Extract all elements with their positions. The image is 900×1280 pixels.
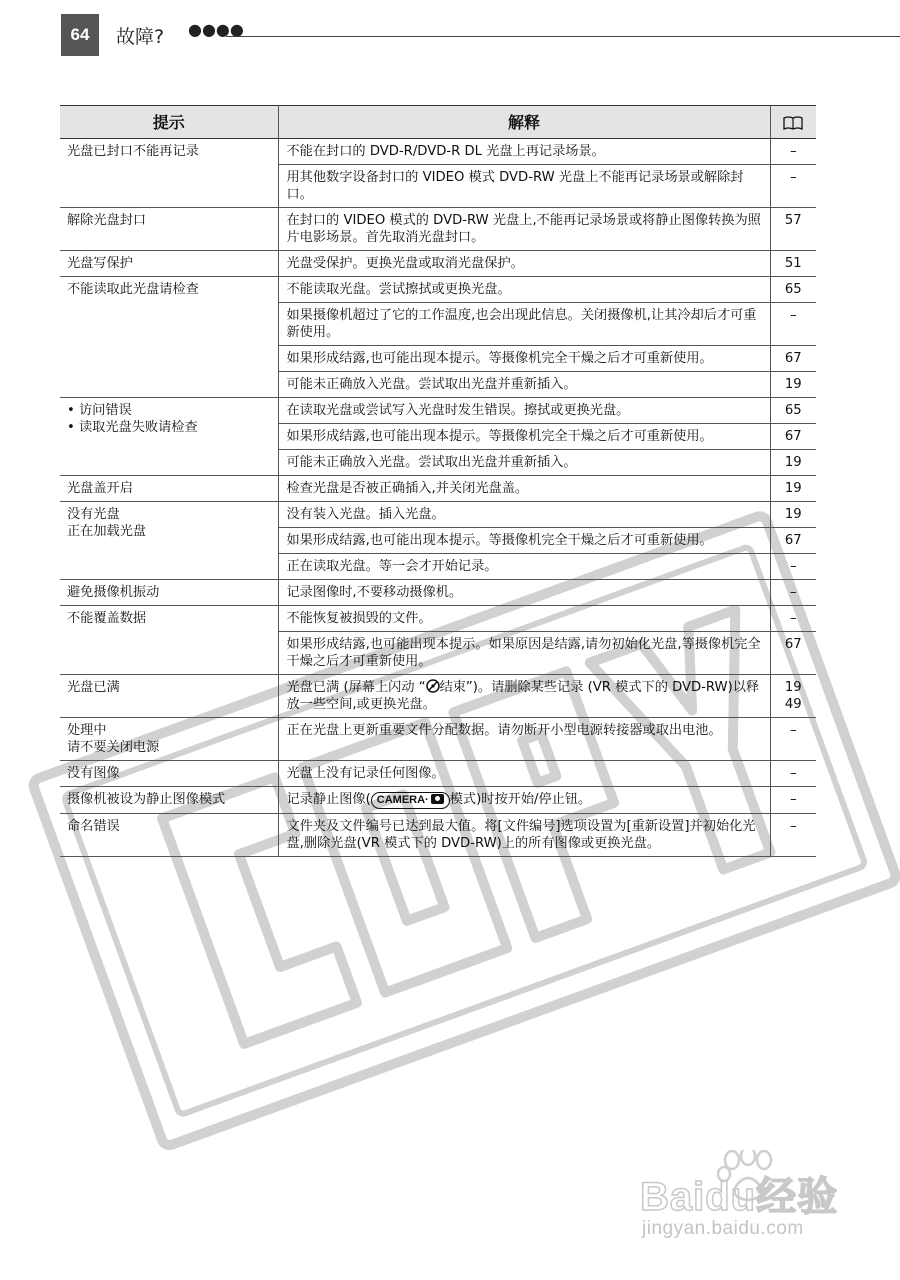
page-ref-cell: 65	[770, 277, 816, 303]
page-ref-cell: 67	[770, 528, 816, 554]
message-cell	[60, 277, 278, 398]
message-cell	[60, 606, 278, 675]
header-dots: ●●●●	[188, 20, 244, 39]
explanation-cell: 正在光盘上更新重要文件分配数据。请勿断开小型电源转接器或取出电池。	[278, 718, 770, 761]
page-ref-cell: –	[770, 761, 816, 787]
baidu-logo-text: Baidu经验	[640, 1175, 839, 1219]
table-header-row	[60, 106, 816, 139]
header-rule	[226, 36, 900, 37]
page-ref-cell: –	[770, 554, 816, 580]
message-cell	[60, 718, 278, 761]
page-number-badge: 64	[61, 14, 99, 56]
page-ref-cell: –	[770, 814, 816, 857]
explanation-cell: 可能未正确放入光盘。尝试取出光盘并重新插入。	[278, 450, 770, 476]
message-text: 避免摄像机振动	[67, 585, 160, 600]
explanation-cell: 检查光盘是否被正确插入,并关闭光盘盖。	[278, 476, 770, 502]
table-row	[60, 787, 816, 814]
explanation-cell: 正在读取光盘。等一会才开始记录。	[278, 554, 770, 580]
page-ref-cell: –	[770, 606, 816, 632]
page-ref-cell: –	[770, 139, 816, 165]
explanation-cell: 如果形成结露,也可能出现本提示。等摄像机完全干燥之后才可重新使用。	[278, 528, 770, 554]
message-text: 不能读取此光盘请检查	[67, 282, 199, 297]
page-ref-cell: 19	[770, 372, 816, 398]
page-ref-cell: 19	[770, 476, 816, 502]
troubleshooting-table	[60, 105, 816, 857]
camera-mode-badge	[371, 792, 450, 809]
table-row	[60, 814, 816, 857]
message-text: 请不要关闭电源	[67, 740, 160, 755]
message-text: 光盘已满	[67, 680, 120, 695]
message-text: • 读取光盘失败请检查	[67, 419, 272, 436]
message-text: • 访问错误	[67, 402, 272, 419]
explanation-cell: 如果摄像机超过了它的工作温度,也会出现此信息。关闭摄像机,让其冷却后才可重新使用。	[278, 303, 770, 346]
explanation-cell: 没有装入光盘。插入光盘。	[278, 502, 770, 528]
message-cell	[60, 787, 278, 814]
header-message: 提示	[60, 106, 278, 139]
explanation-cell: 在封口的 VIDEO 模式的 DVD-RW 光盘上,不能再记录场景或将静止图像转换为照片电影场景。首先取消光盘封口。	[278, 208, 770, 251]
book-icon	[783, 116, 803, 131]
explanation-cell: 文件夹及文件编号已达到最大值。将[文件编号]选项设置为[重新设置]并初始化光盘,删除光盘(VR 模式下的 DVD-RW)上的所有图像或更换光盘。	[278, 814, 770, 857]
header-explanation: 解释	[278, 106, 770, 139]
explanation-cell: 用其他数字设备封口的 VIDEO 模式 DVD-RW 光盘上不能再记录场景或解除封口。	[278, 165, 770, 208]
page-ref-cell: 19 49	[770, 675, 816, 718]
message-text: 处理中	[67, 723, 107, 738]
explanation-cell: 可能未正确放入光盘。尝试取出光盘并重新插入。	[278, 372, 770, 398]
page-ref-cell: 57	[770, 208, 816, 251]
explanation-text: 记录静止图像(	[286, 792, 371, 807]
page-ref-cell: –	[770, 303, 816, 346]
table-row	[60, 139, 816, 165]
message-text: 光盘已封口不能再记录	[67, 144, 199, 159]
explanation-text: 结束”)。请删除某些记录 (VR 模式下的 DVD-RW)以释放一些空间,或更换光盘。	[286, 680, 760, 712]
message-text: 命名错误	[67, 819, 120, 834]
explanation-cell: 记录图像时,不要移动摄像机。	[278, 580, 770, 606]
page-ref-cell: –	[770, 718, 816, 761]
message-cell	[60, 139, 278, 208]
message-text: 光盘写保护	[67, 256, 133, 271]
message-cell	[60, 398, 278, 476]
page-ref-cell: 19	[770, 450, 816, 476]
table-row	[60, 476, 816, 502]
message-text: 摄像机被设为静止图像模式	[67, 792, 226, 807]
table-row	[60, 718, 816, 761]
explanation-text: 模式)时按开始/停止钮。	[449, 792, 592, 807]
table-row	[60, 580, 816, 606]
message-text: 正在加载光盘	[67, 524, 147, 539]
table-row	[60, 277, 816, 303]
message-text: 解除光盘封口	[67, 213, 147, 228]
explanation-cell: 如果形成结露,也可能出现本提示。等摄像机完全干燥之后才可重新使用。	[278, 346, 770, 372]
message-text: 没有光盘	[67, 507, 120, 522]
page-ref-cell: 19	[770, 502, 816, 528]
explanation-cell	[278, 787, 770, 814]
table-row	[60, 502, 816, 528]
explanation-cell: 不能在封口的 DVD-R/DVD-R DL 光盘上再记录场景。	[278, 139, 770, 165]
table-row	[60, 606, 816, 632]
page-ref-cell: 67	[770, 632, 816, 675]
page-ref-cell: –	[770, 787, 816, 814]
camera-mode-label: CAMERA·	[376, 794, 429, 806]
page-ref-cell: 65	[770, 398, 816, 424]
page-ref-cell: 51	[770, 251, 816, 277]
explanation-cell: 在读取光盘或尝试写入光盘时发生错误。擦拭或更换光盘。	[278, 398, 770, 424]
explanation-cell: 如果形成结露,也可能出现本提示。如果原因是结露,请勿初始化光盘,等摄像机完全干燥之后才可重新使用。	[278, 632, 770, 675]
table-row	[60, 761, 816, 787]
message-cell	[60, 675, 278, 718]
table-row	[60, 208, 816, 251]
baidu-url: jingyan.baidu.com	[642, 1218, 804, 1239]
explanation-text: 光盘已满 (屏幕上闪动 “	[286, 680, 426, 695]
table-row	[60, 675, 816, 718]
camera-icon	[431, 794, 444, 804]
page-title: 故障?	[116, 26, 165, 48]
message-cell	[60, 814, 278, 857]
no-disc-icon	[426, 679, 440, 693]
header-page-ref	[770, 106, 816, 139]
page-ref-cell: 67	[770, 424, 816, 450]
page-ref-cell: –	[770, 165, 816, 208]
explanation-cell: 光盘上没有记录任何图像。	[278, 761, 770, 787]
page-ref-cell: –	[770, 580, 816, 606]
message-text: 不能覆盖数据	[67, 611, 147, 626]
message-cell	[60, 502, 278, 580]
table-row	[60, 398, 816, 424]
message-text: 光盘盖开启	[67, 481, 133, 496]
explanation-cell: 光盘受保护。更换光盘或取消光盘保护。	[278, 251, 770, 277]
message-cell	[60, 251, 278, 277]
explanation-cell: 如果形成结露,也可能出现本提示。等摄像机完全干燥之后才可重新使用。	[278, 424, 770, 450]
table-row	[60, 251, 816, 277]
page-ref-cell: 67	[770, 346, 816, 372]
message-cell	[60, 476, 278, 502]
explanation-cell	[278, 675, 770, 718]
message-cell	[60, 208, 278, 251]
explanation-cell: 不能读取光盘。尝试擦拭或更换光盘。	[278, 277, 770, 303]
message-text: 没有图像	[67, 766, 120, 781]
message-cell	[60, 580, 278, 606]
explanation-cell: 不能恢复被损毁的文件。	[278, 606, 770, 632]
message-cell	[60, 761, 278, 787]
